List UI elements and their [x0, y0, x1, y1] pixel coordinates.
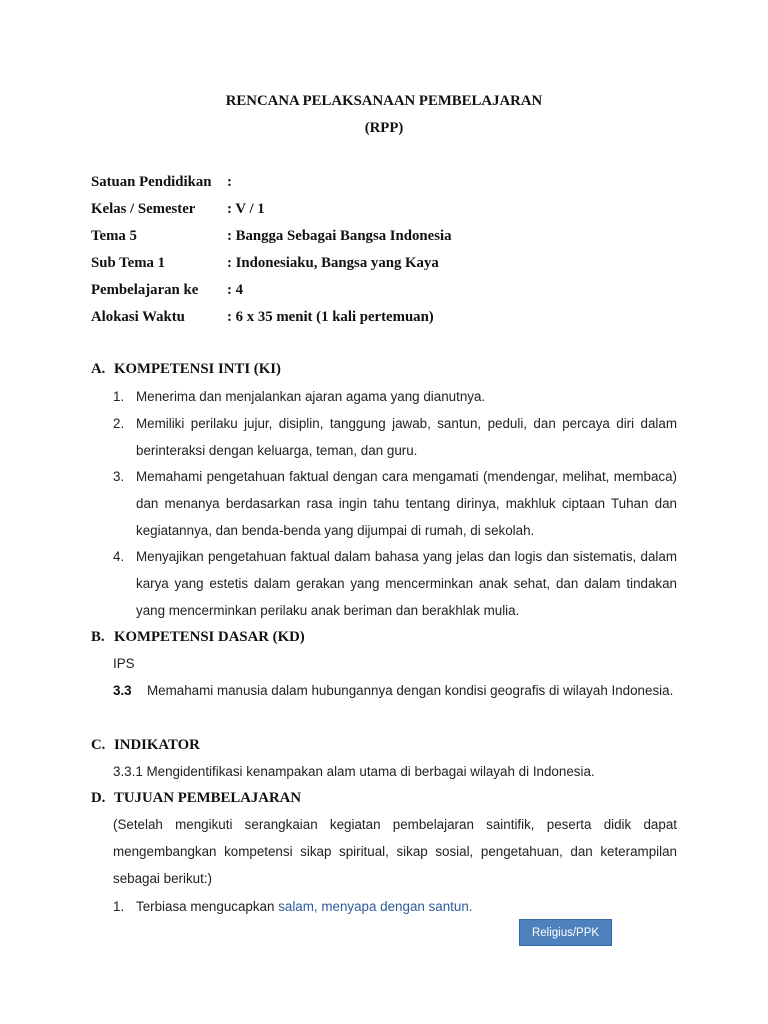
section-heading-tujuan — [91, 790, 301, 807]
section-heading-kd — [91, 629, 305, 646]
identity-label: Sub Tema 1 — [91, 255, 166, 271]
list-item: Menyajikan pengetahuan faktual dalam bahasa yang jelas dan logis dan sistematis, dalam karya yang estetis dalam gerakan yang mencerminkan anak sehat, dan dalam tindakan yang mencerminkan perilaku anak beriman dan berakhlak mulia. — [136, 549, 677, 618]
section-letter: A. — [91, 361, 106, 377]
tujuan-intro: (Setelah mengikuti serangkaian kegiatan pembelajaran saintifik, peserta didik dapat mengembangkan kompetensi sikap spiritual, sikap sosial, pengetahuan, dan keterampilan sebagai berikut:) — [113, 817, 677, 886]
section-title: KOMPETENSI DASAR (KD) — [114, 629, 305, 645]
document-title: RENCANA PELAKSANAAN PEMBELAJARAN — [225, 93, 543, 109]
list-item: Menerima dan menjalankan ajaran agama yang dianutnya. — [136, 389, 486, 404]
list-number: 1. — [113, 389, 125, 404]
section-letter: B. — [91, 629, 105, 645]
document-subtitle: (RPP) — [364, 120, 404, 136]
tujuan-item — [136, 899, 472, 914]
indicator-text: 3.3.1 Mengidentifikasi kenampakan alam utama di berbagai wilayah di Indonesia. — [113, 764, 595, 779]
identity-label: Satuan Pendidikan — [91, 174, 212, 190]
identity-label: Tema 5 — [91, 228, 137, 244]
kd-number: 3.3 — [113, 683, 132, 698]
religius-ppk-badge: Religius/PPK — [519, 919, 612, 946]
section-heading-indikator — [91, 737, 200, 754]
section-letter: C. — [91, 737, 106, 753]
list-number: 3. — [113, 469, 125, 484]
identity-value: : 4 — [227, 282, 244, 298]
section-title: INDIKATOR — [114, 737, 200, 753]
section-title: KOMPETENSI INTI (KI) — [114, 361, 281, 377]
identity-value: : 6 x 35 menit (1 kali pertemuan) — [227, 309, 434, 325]
list-number: 1. — [113, 899, 125, 914]
subject-label: IPS — [113, 656, 135, 671]
section-letter: D. — [91, 790, 106, 806]
identity-label: Kelas / Semester — [91, 201, 196, 217]
section-heading-ki — [91, 361, 281, 378]
kd-text: Memahami manusia dalam hubungannya dengan kondisi geografis di wilayah Indonesia. — [147, 683, 674, 698]
section-title: TUJUAN PEMBELAJARAN — [114, 790, 302, 806]
list-item: Memahami pengetahuan faktual dengan cara mengamati (mendengar, melihat, membaca) dan menanya berdasarkan rasa ingin tahu tentang dirinya, makhluk ciptaan Tuhan dan kegiatannya, dan benda-benda yang dijumpai di rumah, di sekolah. — [136, 469, 677, 538]
identity-value: : Bangga Sebagai Bangsa Indonesia — [227, 228, 452, 244]
tujuan-item-text: Terbiasa mengucapkan — [136, 899, 279, 914]
list-number: 4. — [113, 549, 125, 564]
tujuan-item-highlight: salam, menyapa dengan santun. — [278, 899, 473, 914]
identity-label: Alokasi Waktu — [91, 309, 185, 325]
identity-value: : — [227, 174, 232, 190]
identity-value: : Indonesiaku, Bangsa yang Kaya — [227, 255, 439, 271]
identity-label: Pembelajaran ke — [91, 282, 199, 298]
identity-value: : V / 1 — [227, 201, 265, 217]
list-item: Memiliki perilaku jujur, disiplin, tanggung jawab, santun, peduli, dan percaya diri dalam berinteraksi dengan keluarga, teman, dan guru. — [136, 416, 677, 458]
list-number: 2. — [113, 416, 125, 431]
